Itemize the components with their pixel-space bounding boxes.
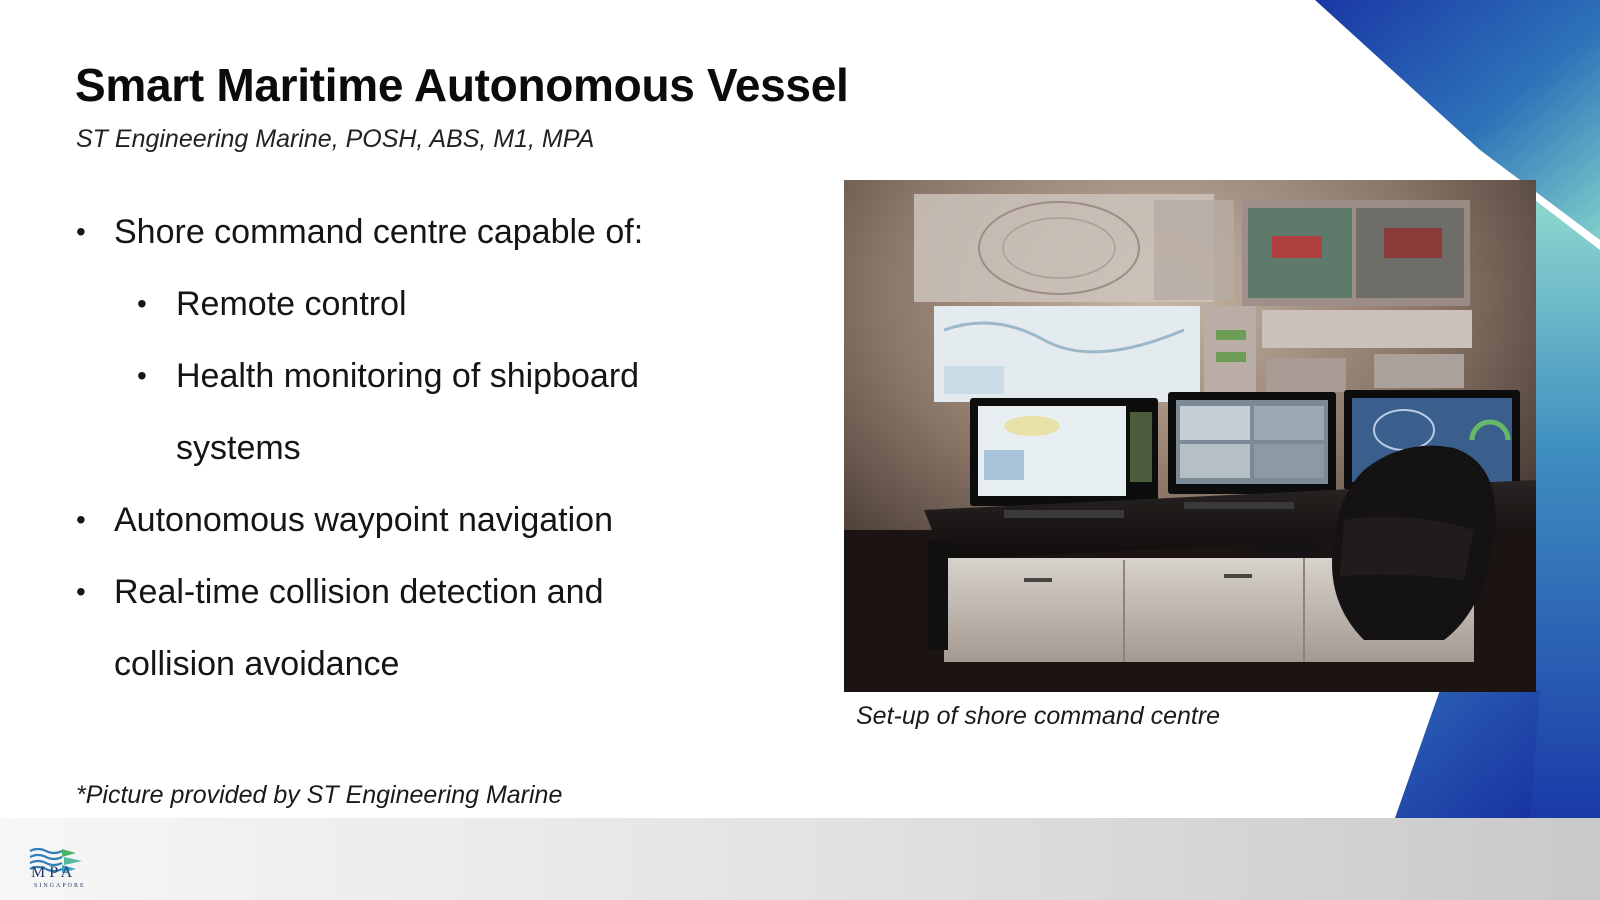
bullet-item	[76, 268, 796, 340]
footer-band	[0, 818, 1600, 900]
bullet-text: Remote control	[176, 285, 407, 323]
bullet-item	[76, 556, 796, 628]
bullet-dot: •	[76, 504, 86, 535]
slide-subtitle: ST Engineering Marine, POSH, ABS, M1, MPA	[76, 125, 595, 153]
logo-subtext: SINGAPORE	[34, 883, 86, 889]
bullet-continuation	[76, 628, 796, 700]
bullet-list	[76, 196, 796, 700]
bullet-dot: •	[76, 216, 86, 247]
command-centre-photo	[844, 180, 1536, 692]
bullet-dot: •	[137, 288, 147, 319]
logo-text: MPA	[31, 864, 77, 881]
photo-caption: Set-up of shore command centre	[856, 702, 1221, 730]
slide-title: Smart Maritime Autonomous Vessel	[75, 59, 849, 111]
bullet-text: Real-time collision detection and	[114, 573, 604, 611]
bullet-dot: •	[137, 360, 147, 391]
corner-swoosh-bottom	[1395, 690, 1540, 818]
bullet-text: Autonomous waypoint navigation	[114, 501, 613, 539]
bullet-text: Shore command centre capable of:	[114, 213, 644, 251]
bullet-dot: •	[76, 576, 86, 607]
photo-credit: *Picture provided by ST Engineering Marine	[76, 781, 563, 809]
bullet-item	[76, 340, 796, 412]
bullet-text: collision avoidance	[114, 645, 400, 683]
bullet-text: systems	[176, 429, 301, 467]
bullet-text: Health monitoring of shipboard	[176, 357, 640, 395]
bullet-item	[76, 484, 796, 556]
bullet-continuation	[76, 412, 796, 484]
bullet-item	[76, 196, 796, 268]
